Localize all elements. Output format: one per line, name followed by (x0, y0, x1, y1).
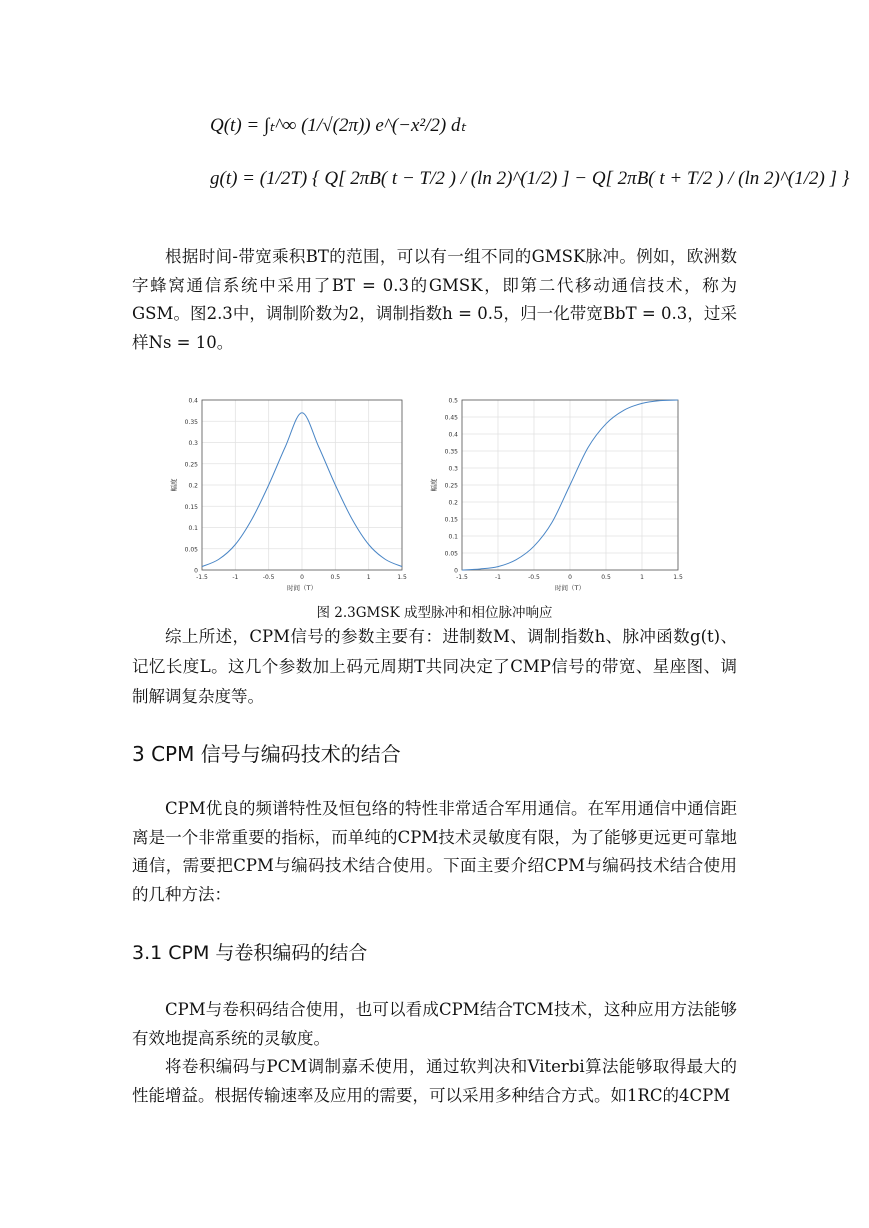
y-tick-label: 0.15 (444, 516, 458, 524)
x-axis-label: 时间（T） (555, 584, 585, 592)
section-3-paragraph: CPM优良的频谱特性及恒包络的特性非常适合军用通信。在军用通信中通信距离是一个非常重要的指标，而单纯的CPM技术灵敏度有限，为了能够更远更可靠地通信，需要把CPM与编码技术结合使用。下面主要介绍CPM与编码技术结合使用的几种方法： (132, 799, 737, 904)
y-axis-label: 幅度 (170, 478, 178, 492)
x-tick-label: 0.5 (330, 574, 341, 581)
x-tick-label: 1 (640, 574, 644, 581)
y-tick-label: 0 (454, 567, 458, 575)
x-tick-label: 1.5 (397, 574, 407, 581)
y-axis-label: 幅度 (430, 478, 438, 492)
x-tick-label: 0.5 (601, 574, 611, 581)
y-tick-label: 0.25 (444, 482, 458, 490)
y-tick-label: 0.4 (188, 397, 198, 405)
equation-g: g(t) = (1/2T) { Q[ 2πB( t − T/2 ) / (ln 2)^(1/2) ] − Q[ 2πB( t + T/2 ) / (ln 2)^(1/2) ] } (210, 168, 850, 189)
section-3-1-para-1: CPM与卷积码结合使用，也可以看成CPM结合TCM技术，这种应用方法能够有效地提高系统的灵敏度。 (132, 1000, 737, 1048)
section-3-1-para-2: 将卷积编码与PCM调制嘉禾使用，通过软判决和Viterbi算法能够取得最大的性能增益。根据传输速率及应用的需要，可以采用多种结合方式。如1RC的4CPM (132, 1057, 737, 1105)
y-tick-label: 0.5 (448, 397, 458, 405)
x-tick-label: -0.5 (262, 574, 275, 581)
section-3-1-heading: 3.1 CPM 与卷积编码的结合 (132, 942, 368, 964)
x-axis-label: 时间（T） (287, 584, 317, 592)
y-tick-label: 0.25 (184, 461, 198, 469)
chart-shaping-pulse (169, 398, 407, 593)
y-tick-label: 0.1 (188, 525, 198, 532)
y-tick-label: 0.1 (448, 533, 458, 541)
y-tick-label: 0.45 (444, 414, 458, 422)
figure-charts (160, 390, 720, 605)
equation-q: Q(t) = ∫ₜ^∞ (1/√(2π)) e^(−x²/2) dₜ (210, 115, 467, 136)
y-tick-label: 0.05 (444, 550, 458, 558)
paragraph-summary: 综上所述，CPM信号的参数主要有：进制数M、调制指数h、脉冲函数g(t)、记忆长度L。这几个参数加上码元周期T共同决定了CMP信号的带宽、星座图、调制解调复杂度等。 (132, 627, 737, 706)
y-tick-label: 0.35 (184, 418, 198, 426)
y-tick-label: 0.2 (448, 499, 458, 507)
section-3-1-paragraph (132, 996, 737, 1110)
x-tick-label: 0 (568, 574, 572, 581)
figure-caption: 图 2.3GMSK 成型脉冲和相位脉冲响应 (316, 605, 553, 621)
x-tick-label: -1.5 (456, 574, 468, 581)
x-tick-label: -0.5 (528, 574, 540, 581)
paragraph-gmsk: 根据时间-带宽乘积BT的范围，可以有一组不同的GMSK脉冲。例如，欧洲数字蜂窝通信系统中采用了BT = 0.3的GMSK，即第二代移动通信技术，称为GSM。图2.3中，调制阶数为2，调制指数h = 0.5，归一化带宽BbT = 0.3，过采样Ns = 10。 (132, 247, 737, 352)
section-3-heading: 3 CPM 信号与编码技术的结合 (132, 742, 401, 766)
chart-phase-pulse (429, 398, 683, 593)
x-tick-label: 0 (300, 574, 304, 581)
x-tick-label: 1.5 (673, 574, 683, 581)
x-tick-label: -1.5 (196, 574, 208, 581)
x-tick-label: -1 (232, 574, 239, 581)
y-tick-label: 0.3 (448, 465, 458, 473)
y-tick-label: 0.35 (444, 448, 458, 456)
x-tick-label: -1 (495, 574, 501, 581)
x-tick-label: 1 (366, 574, 371, 581)
y-tick-label: 0.4 (448, 431, 458, 439)
y-tick-label: 0.2 (188, 482, 198, 490)
y-tick-label: 0.15 (184, 503, 198, 511)
y-tick-label: 0.3 (188, 440, 198, 447)
y-tick-label: 0.05 (184, 546, 198, 554)
y-tick-label: 0 (194, 567, 198, 575)
